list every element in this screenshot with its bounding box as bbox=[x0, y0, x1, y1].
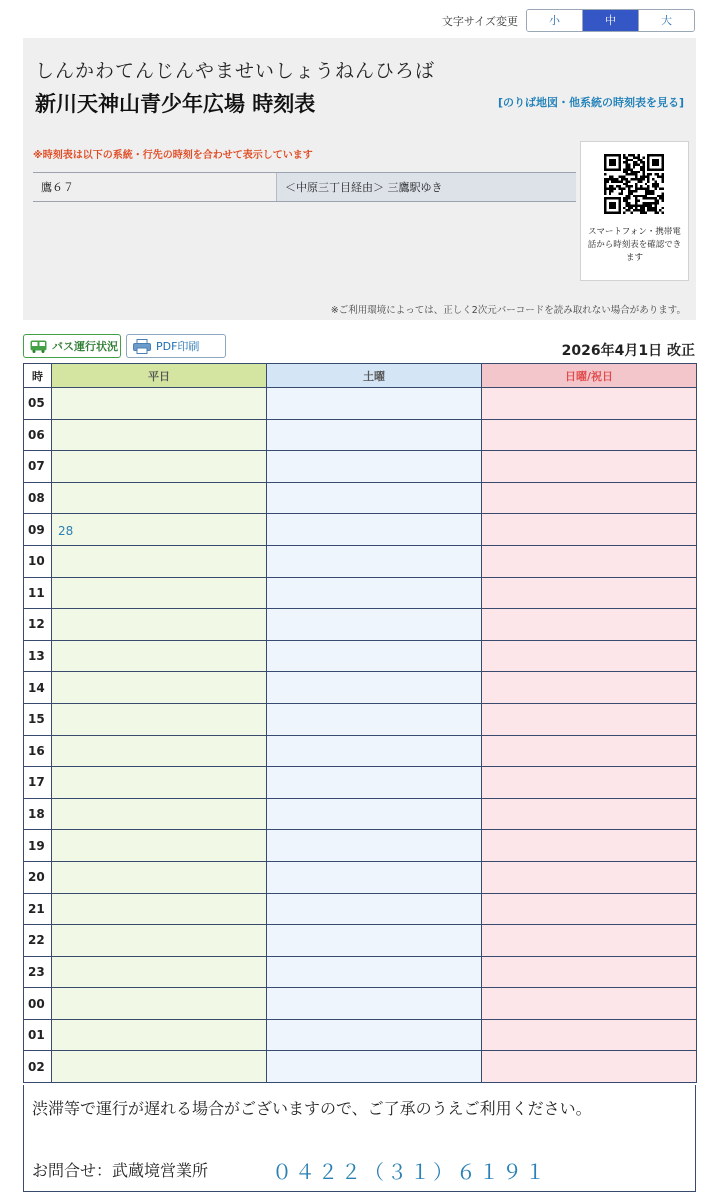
weekday-minutes-cell bbox=[52, 672, 267, 704]
saturday-minutes-cell bbox=[267, 988, 482, 1020]
weekday-minutes-cell bbox=[52, 451, 267, 483]
holiday-minutes-cell bbox=[482, 956, 697, 988]
saturday-minutes-cell bbox=[267, 767, 482, 799]
weekday-minutes-cell bbox=[52, 482, 267, 514]
timetable-row bbox=[24, 514, 697, 546]
weekday-minutes-cell bbox=[52, 419, 267, 451]
hour-cell: 09 bbox=[24, 514, 52, 546]
saturday-minutes-cell bbox=[267, 893, 482, 925]
timetable-row bbox=[24, 703, 697, 735]
timetable-row bbox=[24, 861, 697, 893]
footer bbox=[23, 1085, 696, 1192]
bus-icon bbox=[30, 340, 47, 353]
font-size-medium-button[interactable]: 中 bbox=[582, 10, 638, 31]
weekday-minutes-cell bbox=[52, 640, 267, 672]
weekday-minutes-cell bbox=[52, 767, 267, 799]
holiday-minutes-cell bbox=[482, 988, 697, 1020]
printer-icon bbox=[133, 339, 151, 354]
timetable-row bbox=[24, 388, 697, 420]
qr-code-icon bbox=[604, 154, 664, 214]
route-destination: ＜中原三丁目経由＞ 三鷹駅ゆき bbox=[277, 173, 577, 202]
saturday-minutes-cell bbox=[267, 640, 482, 672]
timetable-row bbox=[24, 988, 697, 1020]
holiday-minutes-cell bbox=[482, 925, 697, 957]
timetable-row bbox=[24, 735, 697, 767]
hour-cell: 16 bbox=[24, 735, 52, 767]
holiday-minutes-cell bbox=[482, 1019, 697, 1051]
hour-cell: 22 bbox=[24, 925, 52, 957]
timetable-row bbox=[24, 451, 697, 483]
saturday-minutes-cell bbox=[267, 545, 482, 577]
saturday-minutes-cell bbox=[267, 451, 482, 483]
weekday-minutes-cell bbox=[52, 388, 267, 420]
timetable-row bbox=[24, 767, 697, 799]
saturday-minutes-cell bbox=[267, 388, 482, 420]
stop-header bbox=[23, 38, 696, 320]
font-size-large-button[interactable]: 大 bbox=[638, 10, 694, 31]
hour-cell: 23 bbox=[24, 956, 52, 988]
saturday-minutes-cell bbox=[267, 577, 482, 609]
contact-phone[interactable]: ０４２２（３１）６１９１ bbox=[272, 1160, 548, 1184]
font-size-options bbox=[526, 9, 695, 32]
holiday-minutes-cell bbox=[482, 419, 697, 451]
saturday-minutes-cell bbox=[267, 925, 482, 957]
holiday-minutes-cell bbox=[482, 703, 697, 735]
saturday-minutes-cell bbox=[267, 1051, 482, 1083]
hour-cell: 17 bbox=[24, 767, 52, 799]
font-size-small-button[interactable]: 小 bbox=[527, 10, 582, 31]
weekday-minutes-cell bbox=[52, 893, 267, 925]
holiday-minutes-cell bbox=[482, 1051, 697, 1083]
hour-cell: 06 bbox=[24, 419, 52, 451]
saturday-minutes-cell bbox=[267, 1019, 482, 1051]
page-title: 新川天神山青少年広場 時刻表 bbox=[35, 92, 316, 116]
font-size-switcher bbox=[442, 9, 695, 32]
weekday-minutes-cell bbox=[52, 861, 267, 893]
timetable-header-row bbox=[24, 364, 697, 388]
hour-cell: 13 bbox=[24, 640, 52, 672]
holiday-minutes-cell bbox=[482, 609, 697, 641]
hour-cell: 02 bbox=[24, 1051, 52, 1083]
bus-status-button[interactable] bbox=[23, 334, 121, 358]
hour-cell: 10 bbox=[24, 545, 52, 577]
timetable bbox=[23, 363, 697, 1083]
holiday-minutes-cell bbox=[482, 893, 697, 925]
saturday-minutes-cell bbox=[267, 798, 482, 830]
hour-cell: 07 bbox=[24, 451, 52, 483]
holiday-minutes-cell bbox=[482, 672, 697, 704]
holiday-minutes-cell bbox=[482, 767, 697, 799]
weekday-minutes-cell bbox=[52, 925, 267, 957]
weekday-minutes-cell bbox=[52, 1019, 267, 1051]
hour-cell: 01 bbox=[24, 1019, 52, 1051]
holiday-minutes-cell bbox=[482, 798, 697, 830]
route-notice: ※時刻表は以下の系統・行先の時刻を合わせて表示しています bbox=[33, 150, 313, 161]
weekday-minutes-cell bbox=[52, 545, 267, 577]
hour-cell: 20 bbox=[24, 861, 52, 893]
hour-cell: 14 bbox=[24, 672, 52, 704]
saturday-minutes-cell bbox=[267, 861, 482, 893]
timetable-row bbox=[24, 798, 697, 830]
weekday-minutes-cell bbox=[52, 577, 267, 609]
saturday-minutes-cell bbox=[267, 482, 482, 514]
timetable-row bbox=[24, 925, 697, 957]
pdf-print-label: PDF印刷 bbox=[156, 340, 200, 353]
weekday-minutes-cell bbox=[52, 830, 267, 862]
hour-cell: 08 bbox=[24, 482, 52, 514]
route-table bbox=[33, 172, 576, 202]
timetable-row bbox=[24, 956, 697, 988]
stop-map-link[interactable]: [のりば地図・他系統の時刻表を見る] bbox=[497, 96, 684, 109]
timetable-row bbox=[24, 830, 697, 862]
holiday-minutes-cell bbox=[482, 482, 697, 514]
weekday-minutes-cell bbox=[52, 988, 267, 1020]
timetable-row bbox=[24, 893, 697, 925]
timetable-row bbox=[24, 640, 697, 672]
weekday-minutes-cell bbox=[52, 735, 267, 767]
hour-cell: 11 bbox=[24, 577, 52, 609]
timetable-row bbox=[24, 482, 697, 514]
saturday-minutes-cell bbox=[267, 672, 482, 704]
hour-cell: 00 bbox=[24, 988, 52, 1020]
hour-cell: 19 bbox=[24, 830, 52, 862]
route-row bbox=[33, 173, 576, 202]
saturday-minutes-cell bbox=[267, 735, 482, 767]
saturday-minutes-cell bbox=[267, 419, 482, 451]
timetable-row bbox=[24, 1051, 697, 1083]
saturday-minutes-cell bbox=[267, 830, 482, 862]
holiday-minutes-cell bbox=[482, 577, 697, 609]
saturday-minutes-cell bbox=[267, 703, 482, 735]
saturday-minutes-cell bbox=[267, 514, 482, 546]
timetable-row bbox=[24, 672, 697, 704]
weekday-column-header: 平日 bbox=[52, 364, 267, 388]
timetable-row bbox=[24, 609, 697, 641]
timetable-row bbox=[24, 577, 697, 609]
qr-caption: スマートフォン・携帯電話から時刻表を確認できます bbox=[587, 227, 682, 263]
timetable-row bbox=[24, 545, 697, 577]
weekday-minutes-cell bbox=[52, 956, 267, 988]
holiday-minutes-cell bbox=[482, 451, 697, 483]
hour-cell: 18 bbox=[24, 798, 52, 830]
timetable-row bbox=[24, 1019, 697, 1051]
holiday-minutes-cell bbox=[482, 514, 697, 546]
weekday-minutes-cell bbox=[52, 798, 267, 830]
contact-label: お問合せ：武蔵境営業所 bbox=[32, 1161, 209, 1180]
font-size-label: 文字サイズ変更 bbox=[441, 14, 518, 28]
weekday-minutes-cell bbox=[52, 514, 267, 546]
revision-date: 2026年4月1日 改正 bbox=[561, 343, 695, 359]
route-number: 鷹６７ bbox=[33, 173, 277, 202]
timetable-row bbox=[24, 419, 697, 451]
holiday-minutes-cell bbox=[482, 388, 697, 420]
holiday-minutes-cell bbox=[482, 830, 697, 862]
saturday-minutes-cell bbox=[267, 609, 482, 641]
holiday-minutes-cell bbox=[482, 640, 697, 672]
holiday-minutes-cell bbox=[482, 545, 697, 577]
bus-status-label: バス運行状況 bbox=[52, 340, 118, 353]
delay-notice: 渋滞等で運行が遅れる場合がございますので、ご了承のうえご利用ください。 bbox=[32, 1099, 592, 1118]
weekday-minutes-cell bbox=[52, 703, 267, 735]
hour-cell: 05 bbox=[24, 388, 52, 420]
saturday-column-header: 土曜 bbox=[267, 364, 482, 388]
holiday-minutes-cell bbox=[482, 861, 697, 893]
holiday-column-header: 日曜/祝日 bbox=[482, 364, 697, 388]
hour-cell: 15 bbox=[24, 703, 52, 735]
weekday-minutes-cell bbox=[52, 1051, 267, 1083]
hour-column-header: 時 bbox=[24, 364, 52, 388]
qr-code-panel bbox=[580, 141, 689, 281]
weekday-minutes-cell bbox=[52, 609, 267, 641]
stop-name-kana: しんかわてんじんやませいしょうねんひろば bbox=[35, 60, 436, 82]
qr-disclaimer: ※ご利用環境によっては、正しく2次元バーコードを読み取れない場合があります。 bbox=[330, 305, 686, 316]
holiday-minutes-cell bbox=[482, 735, 697, 767]
saturday-minutes-cell bbox=[267, 956, 482, 988]
pdf-print-button[interactable] bbox=[126, 334, 226, 358]
hour-cell: 12 bbox=[24, 609, 52, 641]
departure-minute[interactable]: 28 bbox=[58, 524, 74, 539]
hour-cell: 21 bbox=[24, 893, 52, 925]
